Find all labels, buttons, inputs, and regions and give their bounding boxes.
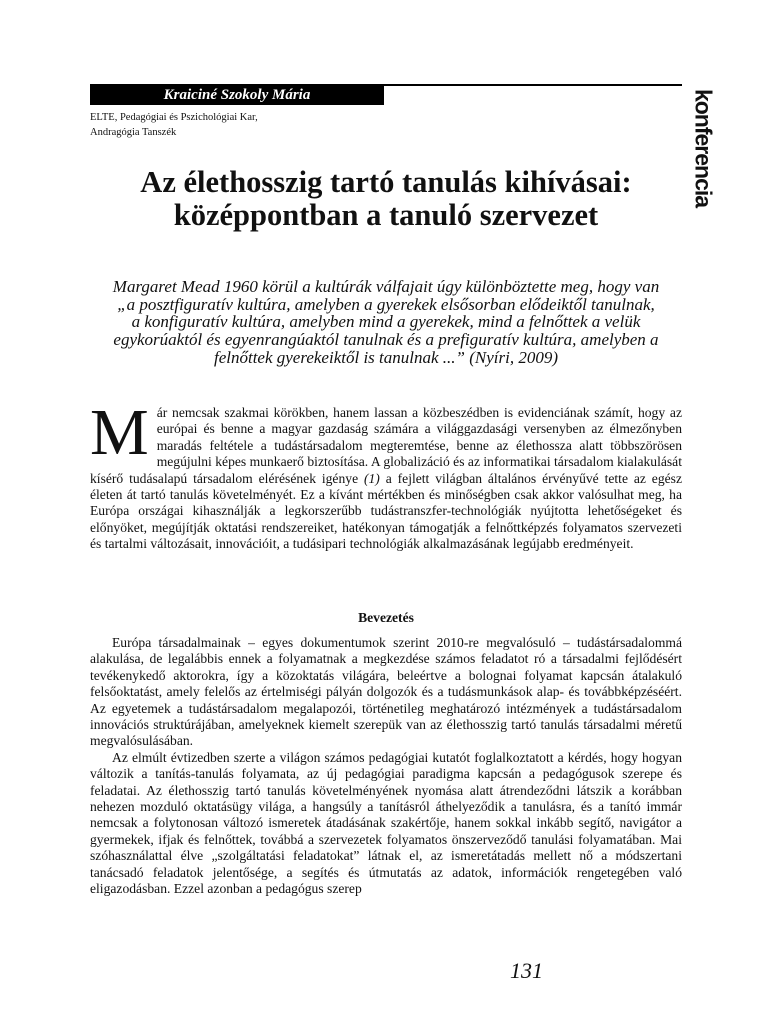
article-title: Az élethosszig tartó tanulás kihívásai: középpontban a tanuló szervezet xyxy=(140,165,632,232)
section-tag-label: konferencia xyxy=(690,88,717,208)
section-heading: Bevezetés xyxy=(358,610,414,625)
section-body xyxy=(90,635,682,898)
author-name: Kraiciné Szokoly Mária xyxy=(90,85,384,105)
affiliation xyxy=(90,110,390,140)
drop-cap: M xyxy=(90,396,149,469)
body-paragraph-1: Európa társadalmainak – egyes dokumentumok szerint 2010-re megvalósuló – tudástársadalommá alakulása, de legalábbis ennek a folyamatnak a megkezdése számos feladatot ró a társadalmi fejlődésért tevékenykedő aktorokra, így a közoktatás világára, beleértve a bolognai folyamat kapcsán átalakuló felsőoktatást, amely felelős az értelmiségi pályán dolgozók és a tudásmunkások alap- és továbbképzéséért. Az egyetemek a tudástársadalom megalapozói, történetileg meghatározó intézmények a tudástársadalom innovációs struktúrájában, amelyeknek kiemelt szerepük van az élethosszig tartó tanulás társadalmi méretű megvalósulásában. xyxy=(90,635,682,749)
affiliation-line-1: ELTE, Pedagógiai és Pszichológiai Kar, xyxy=(90,112,258,123)
reference-marker: (1) xyxy=(363,470,380,486)
page-number: 131 xyxy=(510,958,543,983)
body-paragraph-2: Az elmúlt évtizedben szerte a világon számos pedagógiai kutatót foglalkoztatott a kérdés, hogy hogyan változik a tanítás-tanulás folyamata, az új pedagógiai paradigma kapcsán a pedagógusok szerepe és feladatai. Az élethosszig tartó tanulás követelményének nyomása alatt átrendeződni látszik a korábban nehezen mozduló oktatásügy világa, a hangsúly a tanításról áthelyeződik a tanulásra, és a tanító immár nemcsak a folytonosan változó ismeretek átadásának szakértője, hanem sokkal inkább segítő, navigátor a gyermekek, ifjak és felnőttek, továbbá a szervezetek folyamatos önszerveződő tanulási folyamatában. Mai szóhasználattal élve „szolgáltatási feladatokat” látnak el, az ismeretátadás mellett nő a módszertani tanácsadó feladatok jelentősége, a segítés és útmutatás az adatok, információk rengetegében való eligazodásban. Ezzel azonban a pedagógus szerep xyxy=(90,749,682,897)
intro-text-part-1: ár nemcsak szakmai körökben, hanem lassan a közbeszédben is evidenciának számít, hogy az európai és benne a magyar gazdaság számára a világgazdasági versenyben az élmezőnyben maradás feltétele a tudástársadalom megteremtése, benne az élethossza alatt többszörösen megújulni képes munkaerő biztosítása. A globalizáció és az informatikai társadalom kialakulását kísérő tudásalapú társadalom elérésének igénye xyxy=(90,405,682,486)
intro-text-part-2: a fejlett világban általános érvényűvé tette az egész életen át tartó tanulás követelményét. Ez a kívánt mértékben és minőségben csak akkor valósulhat meg, ha Európa országai kihasználják a legkorszerűbb tudástranszfer-technológiák nyújtotta lehetőségeket és előnyöket, megújítják oktatási rendszereiket, hatékonyan támogatják a felnőttképzés folyamatos szervezeti és tartalmi változásait, innovációit, a tudásipari technológiák alkalmazásának legújabb eredményeit. xyxy=(90,470,682,552)
abstract-quote: Margaret Mead 1960 körül a kultúrák válfajait úgy különböztette meg, hogy van „a posztfiguratív kultúra, amelyben a gyerekek elsősorban elődeiktől tanulnak, a konfiguratív kultúra, amelyben mind a gyerekek, mind a felnőttek a velük egykorúaktól és egyenrangúaktól tanulnak és a prefiguratív kultúra, amelyben a felnőttek gyerekeiktől is tanulnak ...” (Nyíri, 2009) xyxy=(112,277,660,367)
section-tag xyxy=(685,88,721,208)
affiliation-line-2: Andragógia Tanszék xyxy=(90,127,177,138)
intro-paragraph xyxy=(90,396,682,553)
